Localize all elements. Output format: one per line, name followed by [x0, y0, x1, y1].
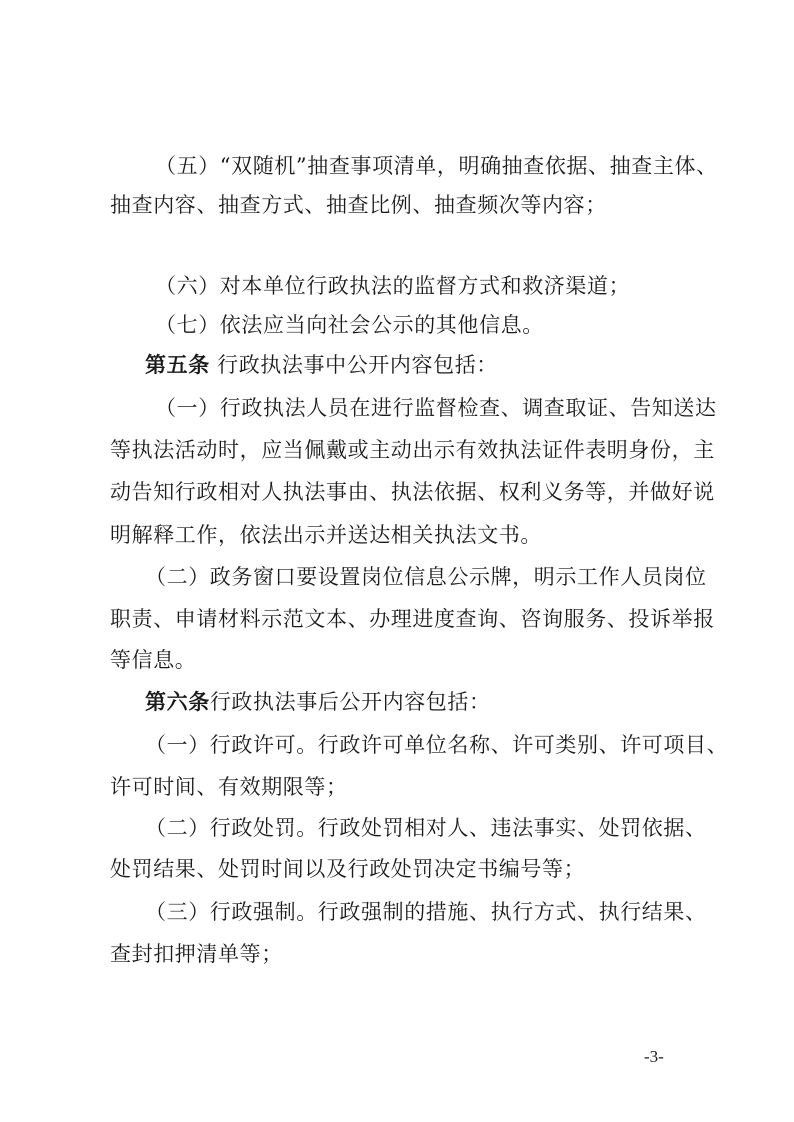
article-six-heading [145, 688, 491, 716]
paragraph-line: （五）“双随机”抽查事项清单，明确抽查依据、抽查主体、 [155, 154, 718, 178]
paragraph-line: 处罚结果、处罚时间以及行政处罚决定书编号等； [110, 857, 586, 881]
paragraph-line: 等执法活动时，应当佩戴或主动出示有效执法证件表明身份，主 [110, 438, 715, 462]
article-text: 行政执法事中公开内容包括： [217, 353, 498, 377]
paragraph-line: （一）行政执法人员在进行监督检查、调查取证、告知送达 [155, 396, 717, 420]
paragraph-line: （一）行政许可。行政许可单位名称、许可类别、许可项目、 [145, 733, 729, 757]
paragraph-line: 许可时间、有效期限等； [110, 775, 348, 799]
paragraph-line: 动告知行政相对人执法事由、执法依据、权利义务等，并做好说 [110, 480, 715, 504]
paragraph-line: 等信息。 [110, 648, 197, 672]
paragraph-line: （七）依法应当向社会公示的其他信息。 [155, 313, 544, 337]
paragraph-line: 抽查内容、抽查方式、抽查比例、抽查频次等内容； [110, 193, 607, 217]
article-five-heading [145, 351, 498, 379]
paragraph-line: （三）行政强制。行政强制的措施、执行方式、执行结果、 [145, 900, 707, 924]
article-number: 第五条 [145, 352, 210, 377]
paragraph-line: （二）行政处罚。行政处罚相对人、违法事实、处罚依据、 [145, 816, 707, 840]
paragraph-line: （二）政务窗口要设置岗位信息公示牌，明示工作人员岗位 [145, 565, 707, 589]
article-number: 第六条 [145, 689, 210, 714]
paragraph-line: 明解释工作，依法出示并送达相关执法文书。 [110, 523, 542, 547]
page-number: -3- [644, 1047, 664, 1066]
paragraph-line: 职责、申请材料示范文本、办理进度查询、咨询服务、投诉举报 [110, 607, 715, 631]
paragraph-line: 查封扣押清单等； [110, 942, 283, 966]
paragraph-line: （六）对本单位行政执法的监督方式和救济渠道； [155, 274, 631, 298]
article-text: 行政执法事后公开内容包括： [209, 690, 491, 714]
